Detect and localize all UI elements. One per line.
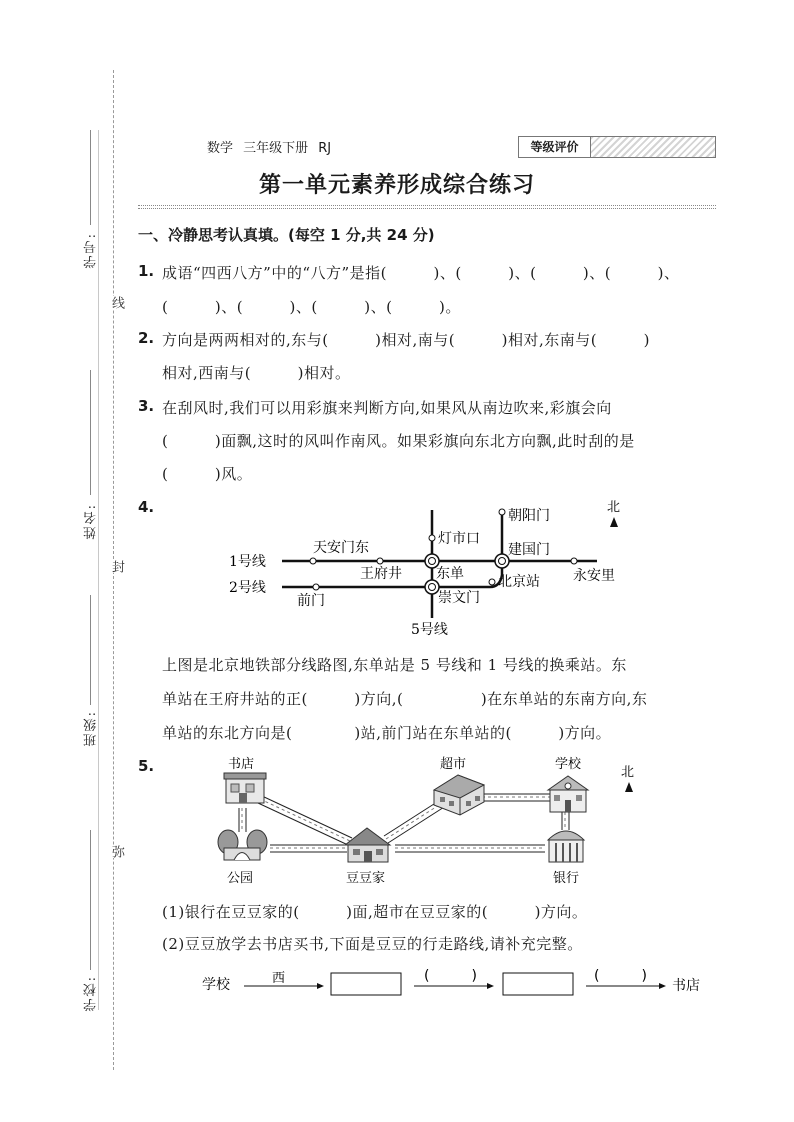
transfer-jianguomen <box>495 554 509 568</box>
label-bank: 银行 <box>553 871 580 886</box>
q1-number: 1. <box>138 262 155 280</box>
label-chaoyangmen: 朝阳门 <box>508 508 550 524</box>
label-wangfujing: 王府井 <box>360 566 402 582</box>
label-chongwenmen: 崇文门 <box>438 590 480 606</box>
label-line1: 1号线 <box>229 554 266 570</box>
road-dashes <box>242 797 565 848</box>
route-end: 书店 <box>672 978 700 994</box>
route-start: 学校 <box>202 977 230 993</box>
q2-line1[interactable]: 方向是两两相对的,东与( )相对,南与( )相对,东南与( ) <box>162 331 650 349</box>
route-arrow-3-head <box>659 983 666 989</box>
q5-sub1[interactable]: (1)银行在豆豆家的( )面,超市在豆豆家的( )方向。 <box>162 903 588 921</box>
q4-number: 4. <box>138 498 155 516</box>
school-label: 学校: <box>84 975 99 1012</box>
q3-line3[interactable]: ( )风。 <box>162 465 253 483</box>
q2-line2[interactable]: 相对,西南与( )相对。 <box>162 364 351 382</box>
label-qianmen: 前门 <box>297 593 325 609</box>
station-dengshikou <box>429 535 435 541</box>
q5-north-label: 北 <box>621 765 635 780</box>
station-yonganli <box>571 558 577 564</box>
label-line5: 5号线 <box>411 622 448 638</box>
transfer-chongwenmen <box>425 580 439 594</box>
q4-line3[interactable]: 单站的东北方向是( )站,前门站在东单站的( )方向。 <box>162 724 612 742</box>
label-park: 公园 <box>227 871 254 886</box>
route-box-1[interactable] <box>331 973 401 995</box>
label-doudou-home: 豆豆家 <box>346 871 386 886</box>
q5-number: 5. <box>138 757 155 775</box>
label-dongdan: 东单 <box>436 566 464 582</box>
bank-icon <box>548 831 584 862</box>
route-dir2-blank[interactable]: ( ) <box>424 968 477 984</box>
page-title: 第一单元素养形成综合练习 <box>258 173 535 198</box>
name-label: 姓名: <box>84 503 99 540</box>
route-dir3-blank[interactable]: ( ) <box>594 968 647 984</box>
station-chaoyangmen <box>499 509 505 515</box>
subject-info: 数学 三年级下册 RJ <box>207 141 332 156</box>
student-no-label: 学号: <box>84 232 99 269</box>
q4-north-label: 北 <box>607 500 621 515</box>
margin-word-line: 线 <box>109 296 124 309</box>
q3-number: 3. <box>138 397 155 415</box>
school-icon <box>548 776 588 812</box>
bookstore-icon <box>224 773 266 803</box>
q5-north-arrow-icon <box>625 782 633 792</box>
q4-north-arrow-icon <box>610 517 618 527</box>
route-dir1: 西 <box>272 971 286 986</box>
label-tiananmen-east: 天安门东 <box>313 540 369 556</box>
route-box-2[interactable] <box>503 973 573 995</box>
home-icon <box>345 828 390 862</box>
margin-word-mi: 弥 <box>109 845 124 858</box>
label-jianguomen: 建国门 <box>508 542 550 558</box>
label-bookstore: 书店 <box>228 757 255 772</box>
grade-label: 等级评价 <box>519 137 591 157</box>
q4-line1: 上图是北京地铁部分线路图,东单站是 5 号线和 1 号线的换乘站。东 <box>162 656 627 674</box>
label-supermarket: 超市 <box>440 757 467 772</box>
q4-line2[interactable]: 单站在王府井站的正( )方向,( )在东单站的东南方向,东 <box>162 690 648 708</box>
q5-sub2: (2)豆豆放学去书店买书,下面是豆豆的行走路线,请补充完整。 <box>162 935 583 953</box>
station-beijing <box>489 579 495 585</box>
station-tiananmen-east <box>310 558 316 564</box>
q3-line2[interactable]: ( )面飘,这时的风叫作南风。如果彩旗向东北方向飘,此时刮的是 <box>162 432 635 450</box>
q3-line1: 在刮风时,我们可以用彩旗来判断方向,如果风从南边吹来,彩旗会向 <box>162 399 612 417</box>
q1-line1[interactable]: 成语“四西八方”中的“八方”是指( )、( )、( )、( )、 <box>162 264 680 282</box>
section-heading: 一、冷静思考认真填。(每空 1 分,共 24 分) <box>138 226 435 244</box>
label-school: 学校 <box>555 757 582 772</box>
label-yonganli: 永安里 <box>573 568 615 584</box>
q2-number: 2. <box>138 329 155 347</box>
roads <box>239 794 569 852</box>
park-icon <box>218 830 267 860</box>
label-dengshikou: 灯市口 <box>438 531 480 547</box>
route-arrow-1-head <box>317 983 324 989</box>
station-wangfujing <box>377 558 383 564</box>
station-qianmen <box>313 584 319 590</box>
margin-word-seal: 封 <box>109 560 124 573</box>
class-label: 班级: <box>84 710 99 747</box>
route-arrow-2-head <box>487 983 494 989</box>
label-beijing-station: 北京站 <box>498 574 540 590</box>
q1-line2[interactable]: ( )、( )、( )、( )。 <box>162 298 461 316</box>
label-line2: 2号线 <box>229 580 266 596</box>
